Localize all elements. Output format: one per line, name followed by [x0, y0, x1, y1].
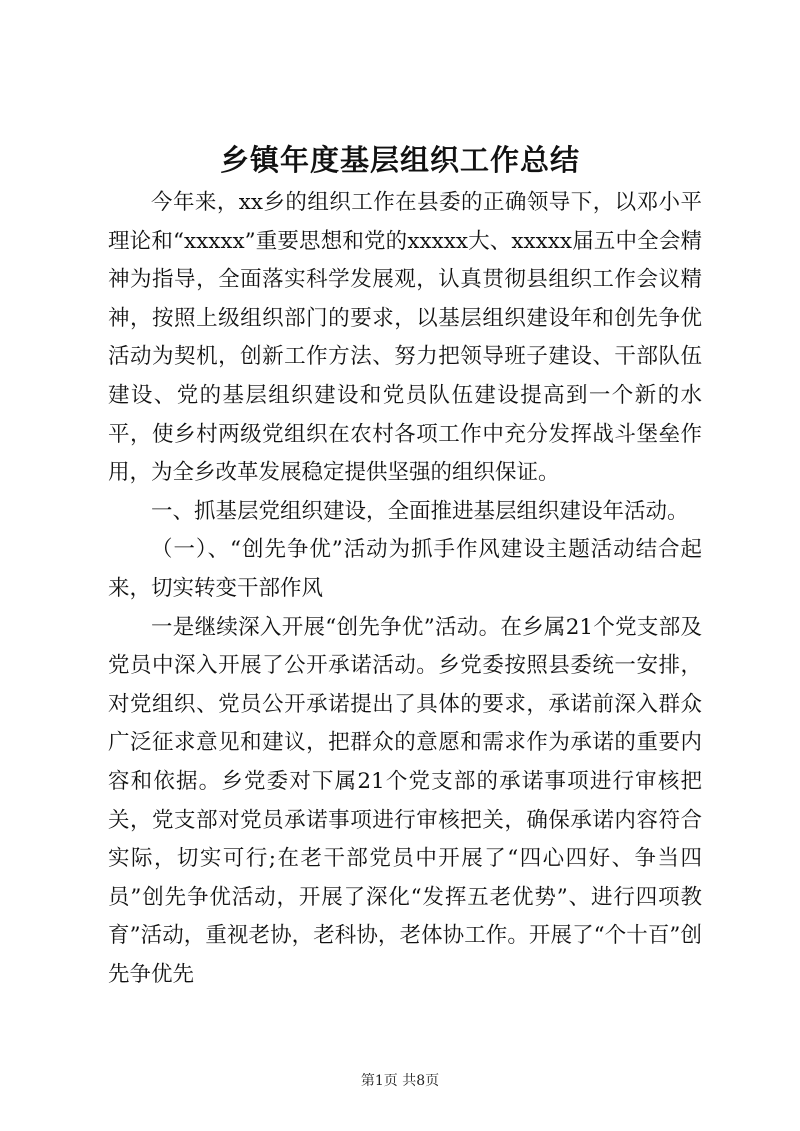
page-footer: 第1页 共8页: [360, 1073, 440, 1089]
document-body: [108, 184, 702, 994]
document-title: 乡镇年度基层组织工作总结: [219, 143, 580, 177]
paragraph-body: 一是继续深入开展“创先争优”活动。在乡属21个党支部及党员中深入开展了公开承诺活动。乡党委按照县委统一安排，对党组织、党员公开承诺提出了具体的要求，承诺前深入群众广泛征求意见和建议，把群众的意愿和需求作为承诺的重要内容和依据。乡党委对下属21个党支部的承诺事项进行审核把关，党支部对党员承诺事项进行审核把关，确保承诺内容符合实际，切实可行;在老干部党员中开展了“四心四好、争当四员”创先争优活动，开展了深化“发挥五老优势”、进行四项教育”活动，重视老协，老科协，老体协工作。开展了“个十百”创先争优先: [108, 614, 702, 987]
paragraph-subsection-heading: （一）、“创先争优”活动为抓手作风建设主题活动结合起来，切实转变干部作风: [108, 537, 702, 601]
paragraph-section-heading: 一、抓基层党组织建设，全面推进基层组织建设年活动。: [151, 498, 689, 524]
paragraph-intro: 今年来，xx乡的组织工作在县委的正确领导下，以邓小平理论和“xxxxx”重要思想和党的xxxxx大、xxxxx届五中全会精神为指导，全面落实科学发展观，认真贯彻县组织工作会议精神，按照上级组织部门的要求，以基层组织建设年和创先争优活动为契机，创新工作方法、努力把领导班子建设、干部队伍建设、党的基层组织建设和党员队伍建设提高到一个新的水平，使乡村两级党组织在农村各项工作中充分发挥战斗堡垒作用，为全乡改革发展稳定提供坚强的组织保证。: [108, 190, 702, 486]
